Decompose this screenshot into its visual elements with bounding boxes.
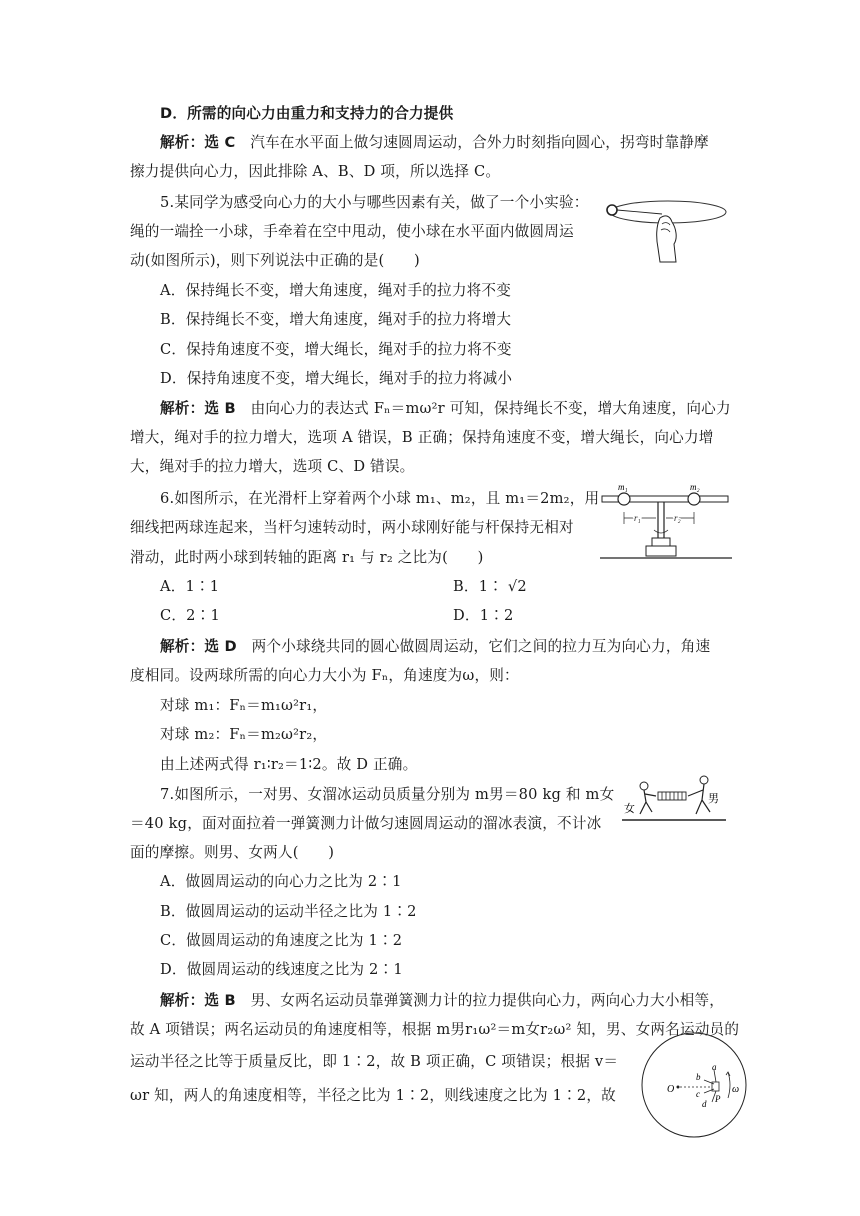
q6-analysis-text: 两个小球绕共同的圆心做圆周运动，它们之间的拉力互为向心力，角速	[251, 638, 711, 655]
q4-analysis-tag: 解析：选 C	[160, 134, 236, 151]
q6-stem-line1: 6.如图所示，在光滑杆上穿着两个小球 m₁、m₂，且 m₁＝2m₂，用	[160, 490, 600, 507]
q5-analysis-text: 由向心力的表达式 Fₙ＝mω²r 可知，保持绳长不变，增大角速度，向心力	[250, 400, 731, 417]
ball	[607, 205, 617, 215]
label-r2: r₂	[674, 513, 681, 523]
q5-analysis-line1	[160, 399, 731, 419]
label-d: d	[702, 1099, 707, 1109]
label-m2: m₂	[690, 482, 700, 492]
q5-option-b: B．保持绳长不变，增大角速度，绳对手的拉力将增大	[160, 311, 512, 328]
label-r1: r₁	[634, 513, 641, 523]
q6-equation1: 对球 m₁：Fₙ＝m₁ω²r₁，	[160, 697, 328, 714]
q7-stem-line2: ＝40 kg，面对面拉着一弹簧测力计做匀速圆周运动的溜冰表演，不计冰	[130, 815, 602, 832]
q6-figure	[598, 480, 734, 568]
label-male: 男	[708, 793, 719, 805]
q6-equation2: 对球 m₂：Fₙ＝m₂ω²r₂，	[160, 726, 328, 743]
q5-analysis-line2: 增大，绳对手的拉力增大，选项 A 错误，B 正确；保持角速度不变，增大绳长，向心力增	[130, 429, 714, 446]
q4-option-d: D．所需的向心力由重力和支持力的合力提供	[160, 105, 454, 122]
q5-analysis-line3: 大，绳对手的拉力增大，选项 C、D 错误。	[130, 458, 415, 475]
label-omega: ω	[732, 1084, 740, 1095]
q6-option-d: D．1∶2	[453, 607, 514, 624]
q4-analysis-text: 汽车在水平面上做匀速圆周运动，合外力时刻指向圆心，拐弯时靠静摩	[250, 134, 709, 151]
q7-analysis-tag: 解析：选 B	[160, 992, 236, 1009]
q6-option-c: C．2∶1	[160, 607, 220, 624]
female-body	[640, 790, 656, 814]
q7-analysis-line4: ωr 知，两人的角速度相等，半径之比为 1∶2，则线速度之比为 1∶2，故	[130, 1087, 616, 1104]
q7-option-c: C．做圆周运动的角速度之比为 1∶2	[160, 932, 403, 949]
q7-figure	[618, 772, 730, 832]
q7-analysis-text: 男、女两名运动员靠弹簧测力计的拉力提供向心力，两向心力大小相等，	[250, 992, 725, 1009]
q5-stem-line3: 动(如图所示)，则下列说法中正确的是( )	[130, 252, 420, 269]
q5-option-a: A．保持绳长不变，增大角速度，绳对手的拉力将不变	[160, 282, 511, 299]
q6-option-a: A．1∶1	[160, 578, 220, 595]
base-lower	[646, 546, 676, 556]
q4-analysis-line1	[160, 133, 730, 153]
q6-conclusion: 由上述两式得 r₁∶r₂＝1∶2。故 D 正确。	[160, 756, 418, 773]
label-p: P	[715, 1094, 721, 1104]
label-b: b	[696, 1072, 701, 1082]
q7-option-b: B．做圆周运动的运动半径之比为 1∶2	[160, 903, 417, 920]
q7-stem-line3: 面的摩擦。则男、女两人( )	[130, 844, 335, 861]
rotation-arrow	[654, 530, 668, 533]
q6-stem-line3: 滑动，此时两小球到转轴的距离 r₁ 与 r₂ 之比为( )	[130, 549, 484, 566]
ball-m2	[688, 493, 700, 505]
base-upper	[652, 538, 670, 546]
q8-figure	[632, 1030, 758, 1140]
q6-analysis-tag: 解析：选 D	[160, 638, 237, 655]
q7-analysis-line1	[160, 991, 724, 1011]
label-o: O	[667, 1084, 675, 1095]
q6-stem-line2: 细线把两球连起来，当杆匀速转动时，两小球刚好能与杆保持无相对	[130, 519, 574, 536]
q7-stem-line1: 7.如图所示，一对男、女溜冰运动员质量分别为 m男＝80 kg 和 m女	[160, 786, 615, 803]
label-c: c	[696, 1089, 700, 1099]
male-body	[688, 784, 710, 814]
ball-m1	[618, 493, 630, 505]
q7-analysis-line3: 运动半径之比等于质量反比，即 1∶2，故 B 项正确，C 项错误；根据 v＝	[130, 1053, 619, 1070]
center-point	[677, 1086, 680, 1089]
q4-analysis-line2: 擦力提供向心力，因此排除 A、B、D 项，所以选择 C。	[130, 163, 501, 180]
q5-option-c: C．保持角速度不变，增大绳长，绳对手的拉力将不变	[160, 341, 512, 358]
q7-option-d: D．做圆周运动的线速度之比为 2∶1	[160, 961, 403, 978]
q5-stem-line1: 5.某同学为感受向心力的大小与哪些因素有关，做了一个小实验：	[160, 194, 589, 211]
q5-option-d: D．保持角速度不变，增大绳长，绳对手的拉力将减小	[160, 370, 513, 387]
label-a: a	[712, 1062, 717, 1072]
q7-option-a: A．做圆周运动的向心力之比为 2∶1	[160, 873, 402, 890]
q6-analysis-line1	[160, 637, 710, 657]
label-female: 女	[624, 803, 635, 815]
q5-analysis-tag: 解析：选 B	[160, 400, 236, 417]
q5-figure	[600, 192, 730, 264]
q7-analysis-line2: 故 A 项错误；两名运动员的角速度相等，根据 m男r₁ω²＝m女r₂ω² 知，男、女两名运动员的	[130, 1021, 740, 1038]
q6-analysis-line2: 度相同。设两球所需的向心力大小为 Fₙ，角速度为ω，则：	[130, 667, 519, 684]
label-m1: m₁	[618, 482, 628, 492]
female-head	[640, 782, 648, 790]
male-head	[700, 776, 708, 784]
q6-option-b: B．1∶ √2	[453, 578, 527, 595]
string	[617, 210, 662, 214]
q5-stem-line2: 绳的一端拴一小球，手牵着在空中甩动，使小球在水平面内做圆周运	[130, 223, 574, 240]
